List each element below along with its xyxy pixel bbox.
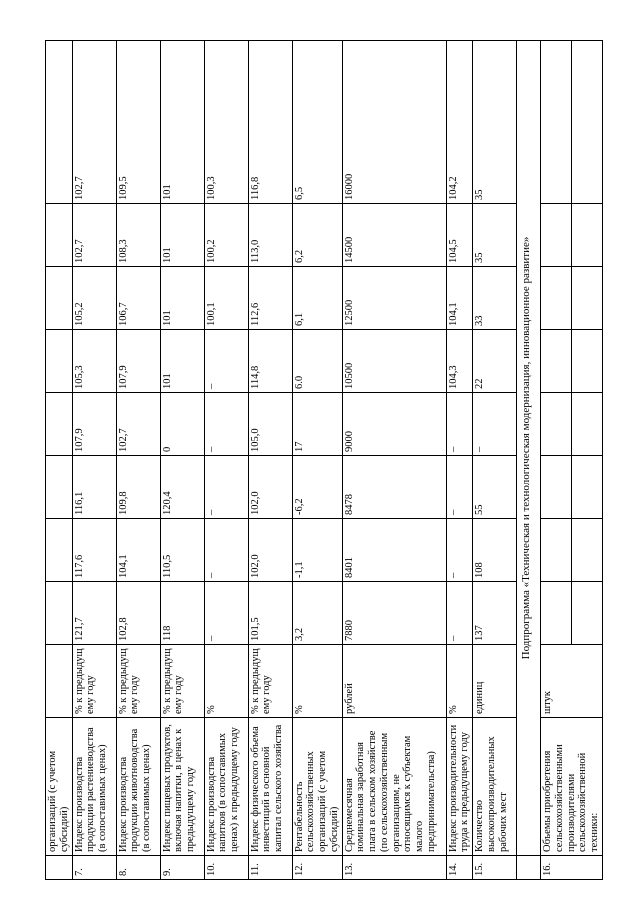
value-cell: 108,3	[116, 204, 160, 267]
value-cell: 100,2	[204, 204, 248, 267]
value-cell: 112,6	[248, 267, 292, 330]
value-cell: 7880	[342, 582, 446, 645]
value-cell: 10500	[342, 330, 446, 393]
value-cell: 105,2	[72, 267, 116, 330]
value-cell: 102,0	[248, 456, 292, 519]
indicator-name: Объемы приобретения сельскохозяйственными производителями сельскохозяйственной техники:	[541, 718, 603, 856]
value-cell: 109,5	[116, 41, 160, 204]
value-cell: 101,5	[248, 582, 292, 645]
value-cell: 120,4	[160, 456, 204, 519]
row-number	[517, 856, 541, 880]
value-cell: 6,2	[292, 204, 342, 267]
value-cell: 35	[473, 41, 517, 204]
unit: единиц	[473, 645, 517, 718]
value-cell: 116,1	[72, 456, 116, 519]
subprogram-title: Подпрограмма «Техническая и технологическая модернизация, инновационное развитие»	[517, 41, 541, 856]
value-cell: 118	[160, 582, 204, 645]
table-row	[116, 41, 160, 880]
value-cell: 102,0	[248, 519, 292, 582]
table-row	[72, 41, 116, 880]
value-cell	[541, 204, 572, 267]
value-cell: 104,3	[446, 330, 473, 393]
indicator-name: Среднемесячная номинальная заработная плата в сельском хозяйстве (по сельскохозяйственным организациям, не относящимся к субъектам малого предпринимательства)	[342, 718, 446, 856]
value-cell	[571, 393, 602, 456]
value-cell	[571, 582, 602, 645]
table-row	[160, 41, 204, 880]
indicator-name: организаций (с учетом субсидий)	[46, 718, 73, 856]
value-cell: 35	[473, 204, 517, 267]
value-cell: 137	[473, 582, 517, 645]
value-cell: 6.0	[292, 330, 342, 393]
value-cell: -1,1	[292, 519, 342, 582]
value-cell: 116,8	[248, 41, 292, 204]
value-cell: –	[473, 393, 517, 456]
value-cell: 107,9	[72, 393, 116, 456]
value-cell: 104,1	[116, 519, 160, 582]
value-cell: –	[204, 393, 248, 456]
indicator-name: Индекс производства напитков (в сопоставимых ценах) к предыдущему году	[204, 718, 248, 856]
unit: % к предыдущ ему году	[116, 645, 160, 718]
unit: %	[446, 645, 473, 718]
table-row	[446, 41, 473, 880]
value-cell: 16000	[342, 41, 446, 204]
unit: %	[204, 645, 248, 718]
row-number: 10.	[204, 856, 248, 880]
value-cell	[541, 519, 572, 582]
value-cell: –	[446, 582, 473, 645]
value-cell	[571, 204, 602, 267]
value-cell: –	[446, 393, 473, 456]
table-row	[46, 41, 73, 880]
value-cell: 22	[473, 330, 517, 393]
indicator-name: Индекс производства продукции растениеводства (в сопоставимых ценах)	[72, 718, 116, 856]
value-cell: 121,7	[72, 582, 116, 645]
value-cell: 107,9	[116, 330, 160, 393]
value-cell	[541, 393, 572, 456]
row-number: 8.	[116, 856, 160, 880]
value-cell: 17	[292, 393, 342, 456]
value-cell: 117,6	[72, 519, 116, 582]
value-cell	[571, 267, 602, 330]
value-cell: –	[204, 330, 248, 393]
value-cell	[541, 41, 572, 204]
value-cell: 104,1	[446, 267, 473, 330]
value-cell: 106,7	[116, 267, 160, 330]
unit: % к предыдущ ему году	[72, 645, 116, 718]
value-cell: 100,1	[204, 267, 248, 330]
value-cell: 113,0	[248, 204, 292, 267]
indicators-table	[45, 40, 603, 880]
value-cell: –	[204, 519, 248, 582]
value-cell: 102,7	[116, 393, 160, 456]
value-cell: 101	[160, 41, 204, 204]
row-number: 15.	[473, 856, 517, 880]
value-cell: 6,5	[292, 41, 342, 204]
indicator-name: Рентабельность сельскохозяйственных организаций (с учетом субсидий)	[292, 718, 342, 856]
row-number: 11.	[248, 856, 292, 880]
value-cell	[571, 456, 602, 519]
value-cell: 101	[160, 267, 204, 330]
value-cell: 102,7	[72, 41, 116, 204]
value-cell: 33	[473, 267, 517, 330]
value-cell: 6,1	[292, 267, 342, 330]
unit: % к предыдущ ему году	[248, 645, 292, 718]
table-row	[204, 41, 248, 880]
unit: %	[292, 645, 342, 718]
value-cell: 14500	[342, 204, 446, 267]
value-cell: 105,3	[72, 330, 116, 393]
value-cell: 12500	[342, 267, 446, 330]
indicator-name: Количество высокопроизводительных рабочих мест	[473, 718, 517, 856]
indicator-name: Индекс производства продукции животноводства (в сопоставимых ценах)	[116, 718, 160, 856]
value-cell: 102,8	[116, 582, 160, 645]
value-cell: –	[204, 582, 248, 645]
value-cell: 101	[160, 330, 204, 393]
value-cell: 8478	[342, 456, 446, 519]
table-row	[541, 41, 572, 880]
row-number: 13.	[342, 856, 446, 880]
value-cell: -6,2	[292, 456, 342, 519]
value-cell: 108	[473, 519, 517, 582]
unit: рублей	[342, 645, 446, 718]
value-cell: –	[446, 456, 473, 519]
row-number: 16.	[541, 856, 603, 880]
value-cell: –	[446, 519, 473, 582]
indicator-name: Индекс пищевых продуктов, включая напитки, в ценах к предыдущему году	[160, 718, 204, 856]
value-cell: 110,5	[160, 519, 204, 582]
value-cell: 9000	[342, 393, 446, 456]
value-cell: –	[204, 456, 248, 519]
value-cell	[571, 41, 602, 204]
value-cell: 104,5	[446, 204, 473, 267]
value-cell: 8401	[342, 519, 446, 582]
value-cell: 109,8	[116, 456, 160, 519]
value-cell: 101	[160, 204, 204, 267]
indicator-name: Индекс производительности труда к предыдущему году	[446, 718, 473, 856]
table-row	[248, 41, 292, 880]
value-cell	[541, 456, 572, 519]
table-row	[292, 41, 342, 880]
row-number	[46, 856, 73, 880]
unit: % к предыдущ ему году	[160, 645, 204, 718]
table-row	[342, 41, 446, 880]
value-cell: 105,0	[248, 393, 292, 456]
value-cell: 102,7	[72, 204, 116, 267]
subprogram-row	[517, 41, 541, 880]
value-cell: 114,8	[248, 330, 292, 393]
value-cell: 3,2	[292, 582, 342, 645]
value-cell	[541, 267, 572, 330]
value-cell	[541, 582, 572, 645]
row-number: 12.	[292, 856, 342, 880]
row-number: 14.	[446, 856, 473, 880]
indicator-name: Индекс физического объема инвестиций в основной капитал сельского хозяйства	[248, 718, 292, 856]
value-cell	[571, 330, 602, 393]
row-number: 7.	[72, 856, 116, 880]
table-row	[473, 41, 517, 880]
value-cell	[541, 330, 572, 393]
unit: штук	[541, 645, 603, 718]
value-cell: 55	[473, 456, 517, 519]
value-cell: 104,2	[446, 41, 473, 204]
value-cell: 0	[160, 393, 204, 456]
row-number: 9.	[160, 856, 204, 880]
value-cell: 100,3	[204, 41, 248, 204]
value-cell	[571, 519, 602, 582]
rotated-page	[45, 50, 605, 880]
